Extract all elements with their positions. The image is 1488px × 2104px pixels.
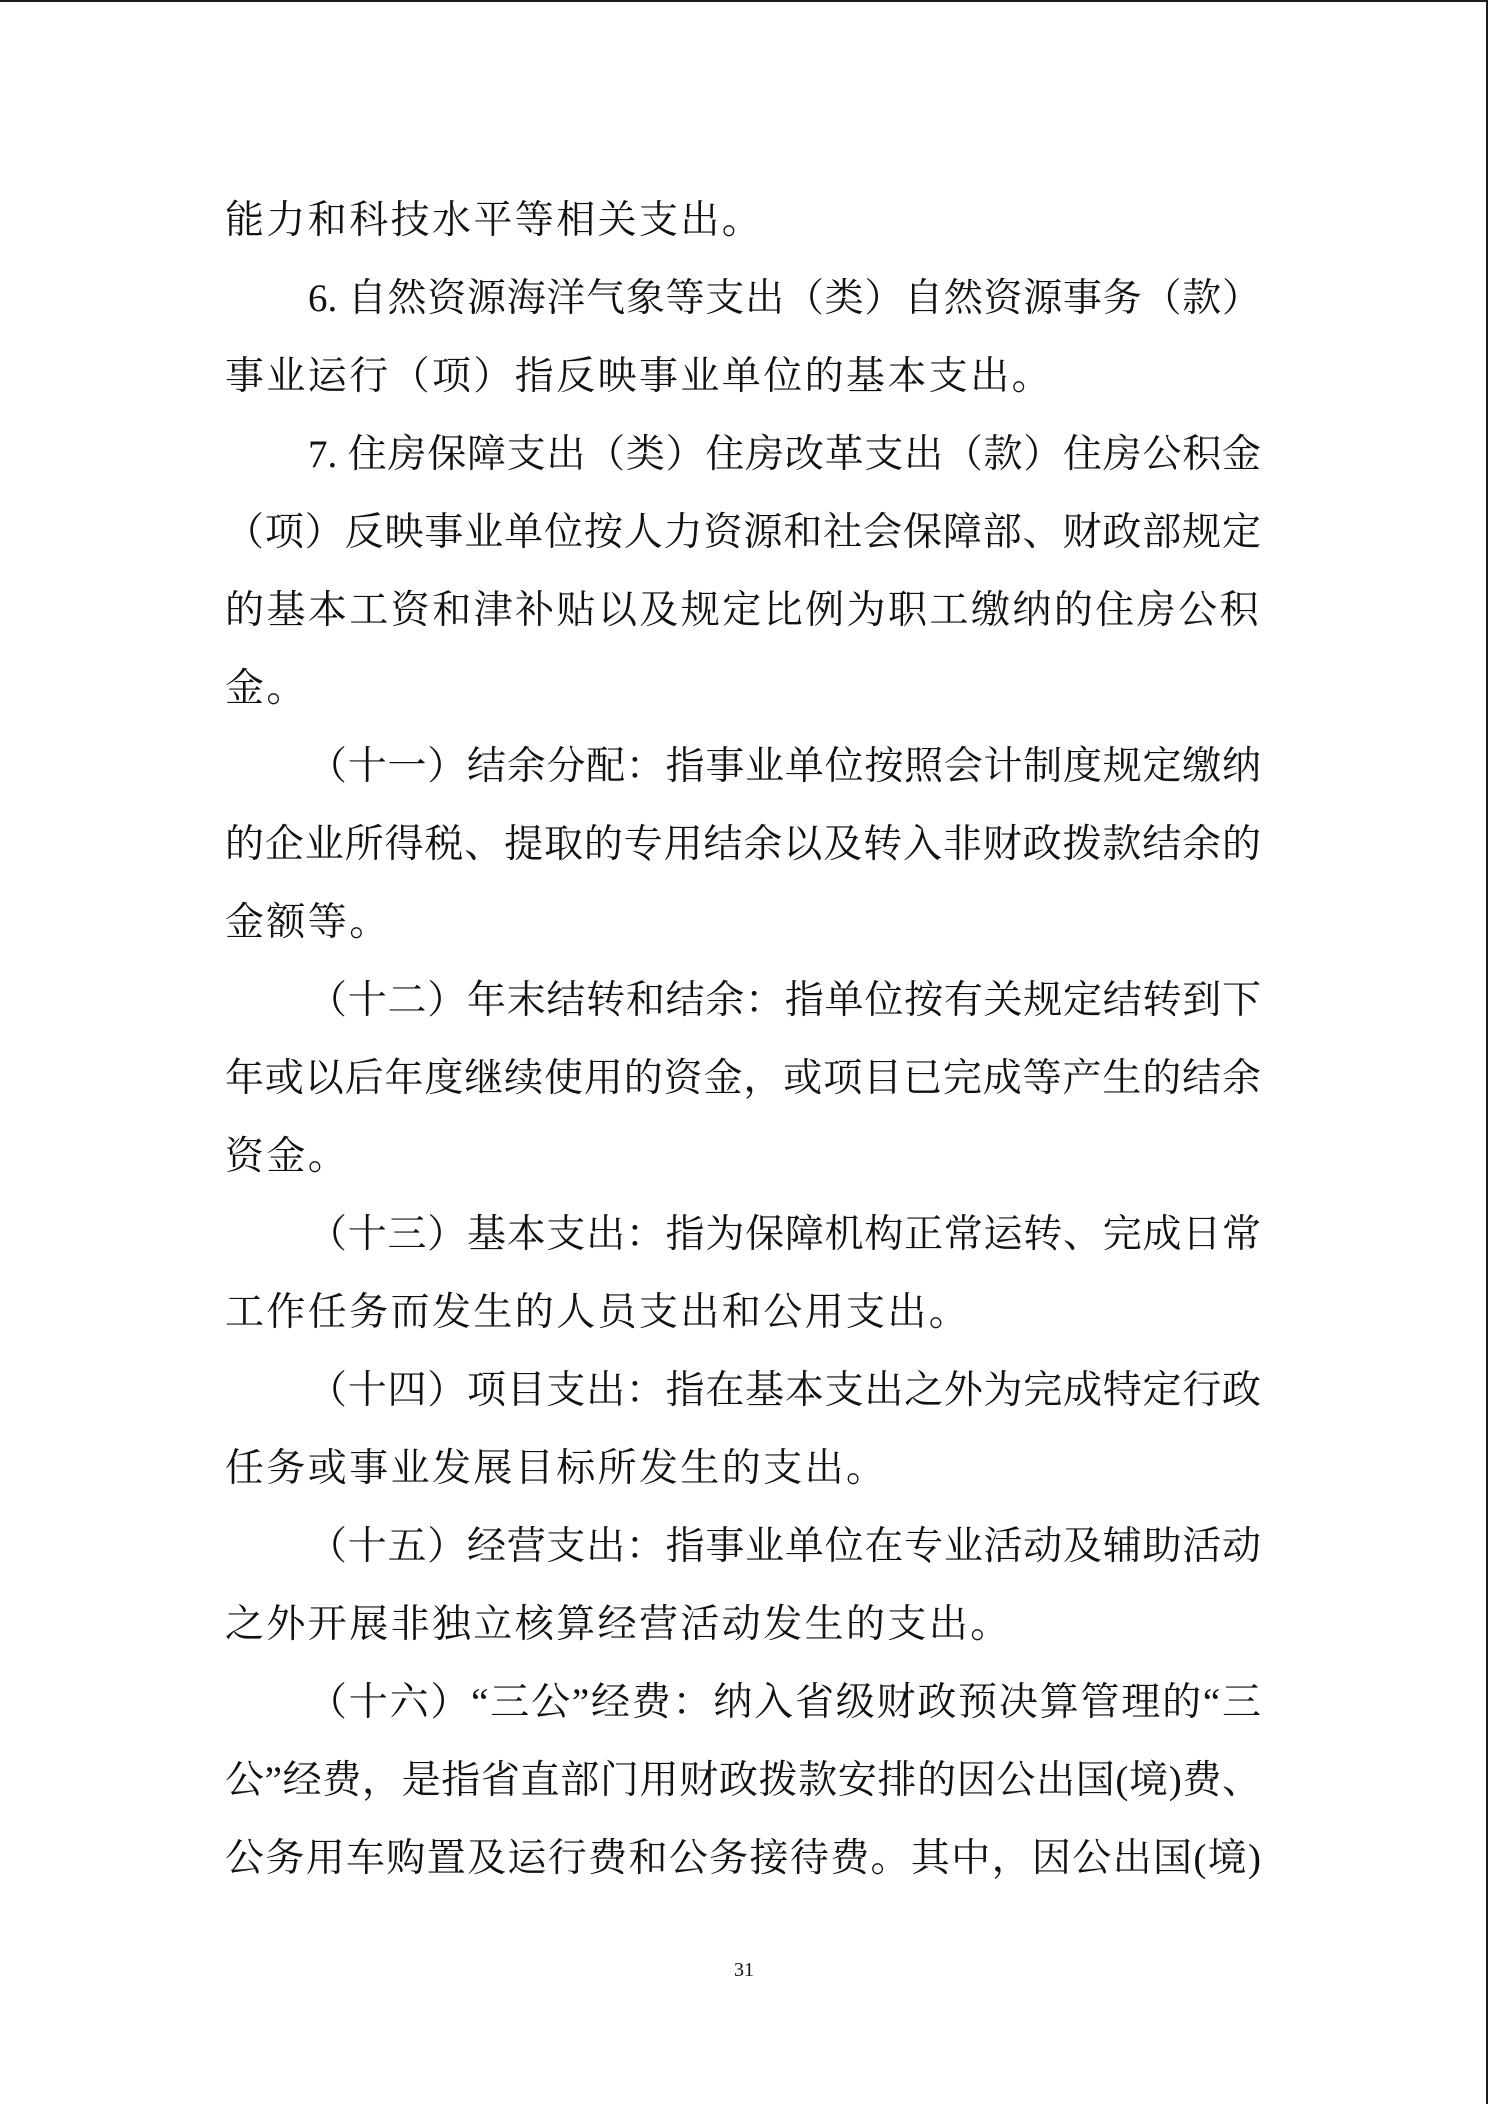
text-line: （十四）项目支出：指在基本支出之外为完成特定行政 bbox=[308, 1369, 1261, 1412]
text-line: 金额等。 bbox=[225, 901, 391, 944]
paragraph bbox=[225, 728, 1261, 962]
text-line: （十二）年末结转和结余：指单位按有关规定结转到下 bbox=[308, 979, 1261, 1022]
paragraph bbox=[225, 962, 1261, 1196]
text-line: 的企业所得税、提取的专用结余以及转入非财政拨款结余的 bbox=[225, 823, 1261, 866]
text-line: （十六）“三公”经费：纳入省级财政预决算管理的“三 bbox=[308, 1681, 1261, 1724]
text-line: 工作任务而发生的人员支出和公用支出。 bbox=[225, 1291, 971, 1334]
body-text bbox=[225, 182, 1261, 1898]
page-number: 31 bbox=[734, 1959, 754, 1981]
text-line: 事业运行（项）指反映事业单位的基本支出。 bbox=[225, 355, 1054, 398]
text-line: （十一）结余分配：指事业单位按照会计制度规定缴纳 bbox=[308, 745, 1261, 788]
paragraph bbox=[225, 1352, 1261, 1508]
paragraph bbox=[225, 416, 1261, 728]
text-line: 6. 自然资源海洋气象等支出（类）自然资源事务（款） bbox=[308, 277, 1261, 320]
text-line: 公”经费，是指省直部门用财政拨款安排的因公出国(境)费、 bbox=[225, 1759, 1261, 1802]
text-line: 金。 bbox=[225, 667, 308, 710]
paragraph bbox=[225, 260, 1261, 416]
paragraph bbox=[225, 1664, 1261, 1898]
text-line: （项）反映事业单位按人力资源和社会保障部、财政部规定 bbox=[225, 511, 1261, 554]
text-line: 年或以后年度继续使用的资金，或项目已完成等产生的结余 bbox=[225, 1057, 1261, 1100]
text-line: 7. 住房保障支出（类）住房改革支出（款）住房公积金 bbox=[308, 433, 1261, 476]
paragraph bbox=[225, 182, 1261, 260]
text-line: 资金。 bbox=[225, 1135, 350, 1178]
text-line: （十五）经营支出：指事业单位在专业活动及辅助活动 bbox=[308, 1525, 1261, 1568]
text-line: 任务或事业发展目标所发生的支出。 bbox=[225, 1447, 888, 1490]
paragraph bbox=[225, 1508, 1261, 1664]
text-line: 之外开展非独立核算经营活动发生的支出。 bbox=[225, 1603, 1012, 1646]
text-line: 公务用车购置及运行费和公务接待费。其中，因公出国(境) bbox=[225, 1837, 1261, 1880]
paragraph bbox=[225, 1196, 1261, 1352]
text-line: （十三）基本支出：指为保障机构正常运转、完成日常 bbox=[308, 1213, 1261, 1256]
text-line: 的基本工资和津补贴以及规定比例为职工缴纳的住房公积 bbox=[225, 589, 1261, 632]
text-line: 能力和科技水平等相关支出。 bbox=[225, 199, 764, 242]
